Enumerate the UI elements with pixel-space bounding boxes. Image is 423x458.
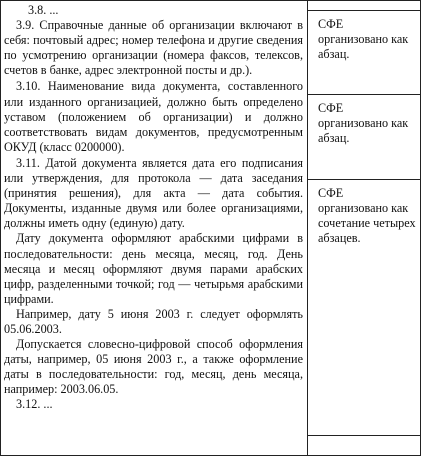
note-3-9: СФЕ организовано как абзац. <box>318 17 409 62</box>
paragraph-date-verbal: Допускается словесно-цифровой способ оформления даты, например, 05 июня 2003 г., а также оформление даты в последовательности: год, месяц, день месяца, например: 2003.06.05. <box>4 337 303 397</box>
paragraph-3-10: 3.10. Наименование вида документа, составленного или изданного организацией, должно быть определено уставом (положением об организации) и должно соответствовать видам документов, предусмотренным ОКУД (класс 0200000). <box>4 79 303 154</box>
row-divider <box>308 179 420 180</box>
row-divider <box>308 94 420 95</box>
paragraph-date-example: Например, дату 5 июня 2003 г. следует оформлять 05.06.2003. <box>4 306 303 336</box>
note-3-10: СФЕ организовано как абзац. <box>318 101 409 146</box>
right-column <box>308 1 420 455</box>
note-3-11: СФЕ организовано как сочетание четырех абзацев. <box>318 186 416 246</box>
paragraph-date-format: Дату документа оформляют арабскими цифрами в последовательности: день месяца, месяц, год. День месяца и месяц оформляют двумя парами арабских цифр, разделенными точкой; год — четырьмя арабскими цифрами. <box>4 231 303 306</box>
paragraph-3-8: 3.8. ... <box>28 3 59 17</box>
row-divider <box>308 10 420 11</box>
paragraph-3-9: 3.9. Справочные данные об организации включают в себя: почтовый адрес; номер телефона и другие сведения по усмотрению организации (номера факсов, телексов, счетов в банке, адрес электронной посты и др.). <box>4 18 303 78</box>
left-column <box>1 1 308 455</box>
paragraph-3-11: 3.11. Датой документа является дата его подписания или утверждения, для протокола — дата заседания (принятия решения), для акта — дата события. Документы, изданные двумя или более организациями, должны иметь одну (единую) дату. <box>4 155 303 231</box>
row-divider <box>308 435 420 436</box>
paragraph-3-12: 3.12. ... <box>16 397 53 412</box>
